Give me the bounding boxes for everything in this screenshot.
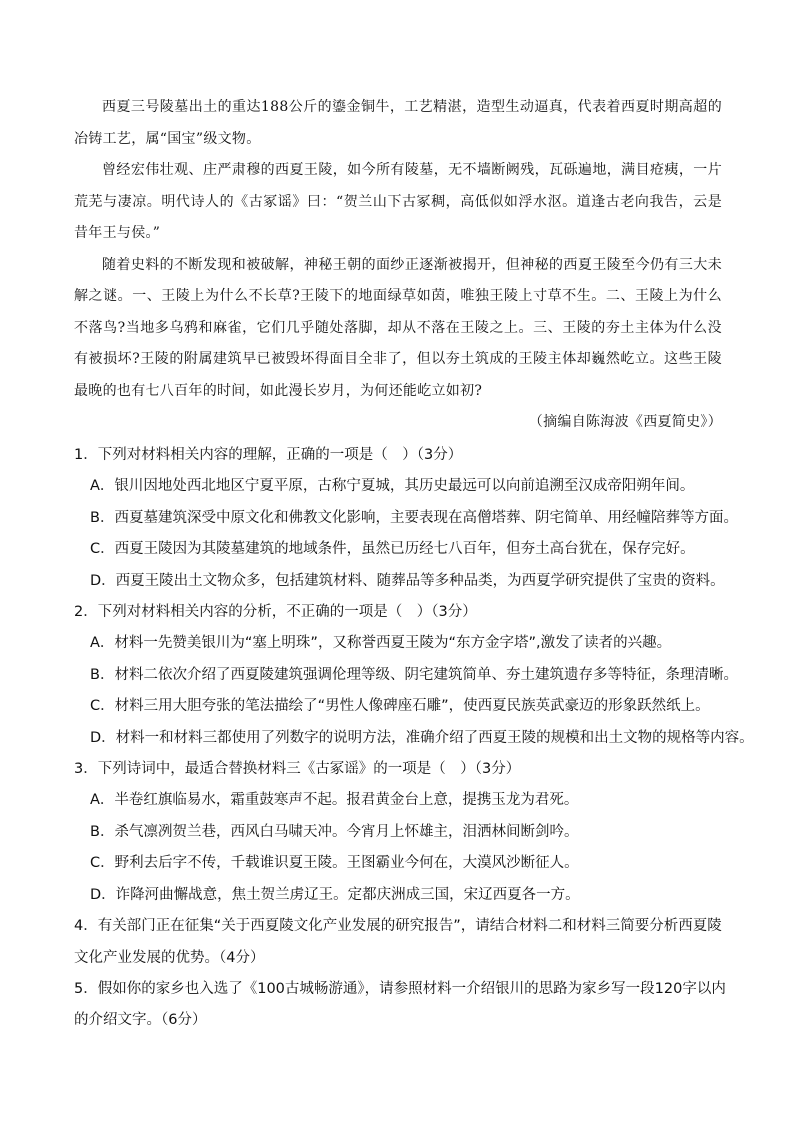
option-a: A．半卷红旗临易水，霜重鼓寒声不起。报君黄金台上意，提携玉龙为君死。 bbox=[90, 792, 579, 809]
option-d: D．西夏王陵出土文物众多，包括建筑材料、随葬品等多种品类，为西夏学研究提供了宝贵的资料。 bbox=[90, 572, 725, 589]
question-5 bbox=[74, 974, 730, 1037]
passage-paragraph: 西夏三号陵墓出土的重达188公斤的鎏金铜牛，工艺精湛，造型生动逼真，代表着西夏时期高超的冶铸工艺，属“国宝”级文物。 bbox=[74, 99, 722, 147]
question-2 bbox=[74, 597, 754, 754]
option-c: C．西夏王陵因为其陵墓建筑的地域条件，虽然已历经七八百年，但夯土高台犹在，保存完好。 bbox=[90, 541, 695, 558]
question-stem: 4．有关部门正在征集“关于西夏陵文化产业发展的研究报告”，请结合材料二和材料三简要分析西夏陵文化产业发展的优势。（4分） bbox=[74, 918, 722, 966]
option-d: D．诈降河曲懈战意，焦土贺兰虏辽王。定都庆洲成三国，宋辽西夏各一方。 bbox=[90, 886, 580, 903]
question-stem: 3．下列诗词中，最适合替换材料三《古冢谣》的一项是（ ）（3分） bbox=[74, 761, 521, 778]
reading-passage bbox=[74, 92, 722, 439]
question-stem: 1．下列对材料相关内容的理解，正确的一项是（ ）（3分） bbox=[74, 447, 463, 463]
option-b: B．材料二依次介绍了西夏陵建筑强调伦理等级、阴宅建筑简单、夯土建筑遗存多等特征，条理清晰。 bbox=[90, 666, 738, 683]
option-a: A．材料一先赞美银川为“塞上明珠”，又称誉西夏王陵为“东方金字塔”,激发了读者的兴趣。 bbox=[90, 635, 672, 652]
question-3 bbox=[74, 754, 730, 911]
question-stem: 2．下列对材料相关内容的分析，不正确的一项是（ ）（3分） bbox=[74, 604, 477, 621]
question-list bbox=[74, 440, 754, 1037]
passage-paragraph: 随着史料的不断发现和被破解，神秘王朝的面纱正逐渐被揭开，但神秘的西夏王陵至今仍有三大未解之谜。一、王陵上为什么不长草?王陵下的地面绿草如茵，唯独王陵上寸草不生。二、王陵上为什么不落鸟?当地多乌鸦和麻雀，它们几乎随处落脚，却从不落在王陵之上。三、王陵的夯土主体为什么没有被损坏?王陵的附属建筑早已被毁坏得面目全非了，但以夯土筑成的王陵主体却巍然屹立。这些王陵最晚的也有七八百年的时间，如此漫长岁月，为何还能屹立如初? bbox=[74, 256, 722, 399]
option-b: B．杀气凛冽贺兰巷，西风白马啸天冲。今宵月上怀雄主，泪洒林间断剑吟。 bbox=[90, 823, 579, 840]
option-c: C．材料三用大胆夸张的笔法描绘了“男性人像碑座石雕”，使西夏民族英武豪迈的形象跃然纸上。 bbox=[90, 698, 710, 715]
passage-source: （摘编自陈海波《西夏简史》） bbox=[528, 414, 722, 430]
passage-paragraph: 曾经宏伟壮观、庄严肃穆的西夏王陵，如今所有陵墓，无不墙断阙残，瓦砾遍地，满目疮痍，一片荒芜与凄凉。明代诗人的《古冢谣》曰：“贺兰山下古冢稠，高低似如浮水沤。道逢古老向我告，云是昔年王与侯。” bbox=[74, 162, 722, 241]
option-d: D．材料一和材料三都使用了列数字的说明方法，准确介绍了西夏王陵的规模和出土文物的规格等内容。 bbox=[90, 729, 754, 746]
option-a: A．银川因地处西北地区宁夏平原，古称宁夏城，其历史最远可以向前追溯至汉成帝阳朔年间。 bbox=[90, 478, 695, 495]
option-b: B．西夏墓建筑深受中原文化和佛教文化影响，主要表现在高僧塔葬、阴宅简单、用经幢陪葬等方面。 bbox=[90, 509, 738, 526]
option-c: C．野利去后字不传，千载谁识夏王陵。王图霸业今何在，大漠风沙断征人。 bbox=[90, 855, 579, 872]
question-stem: 5．假如你的家乡也入选了《100古城畅游通》，请参照材料一介绍银川的思路为家乡写一段120字以内的介绍文字。（6分） bbox=[74, 980, 726, 1029]
question-4 bbox=[74, 911, 730, 974]
question-1 bbox=[74, 440, 738, 597]
